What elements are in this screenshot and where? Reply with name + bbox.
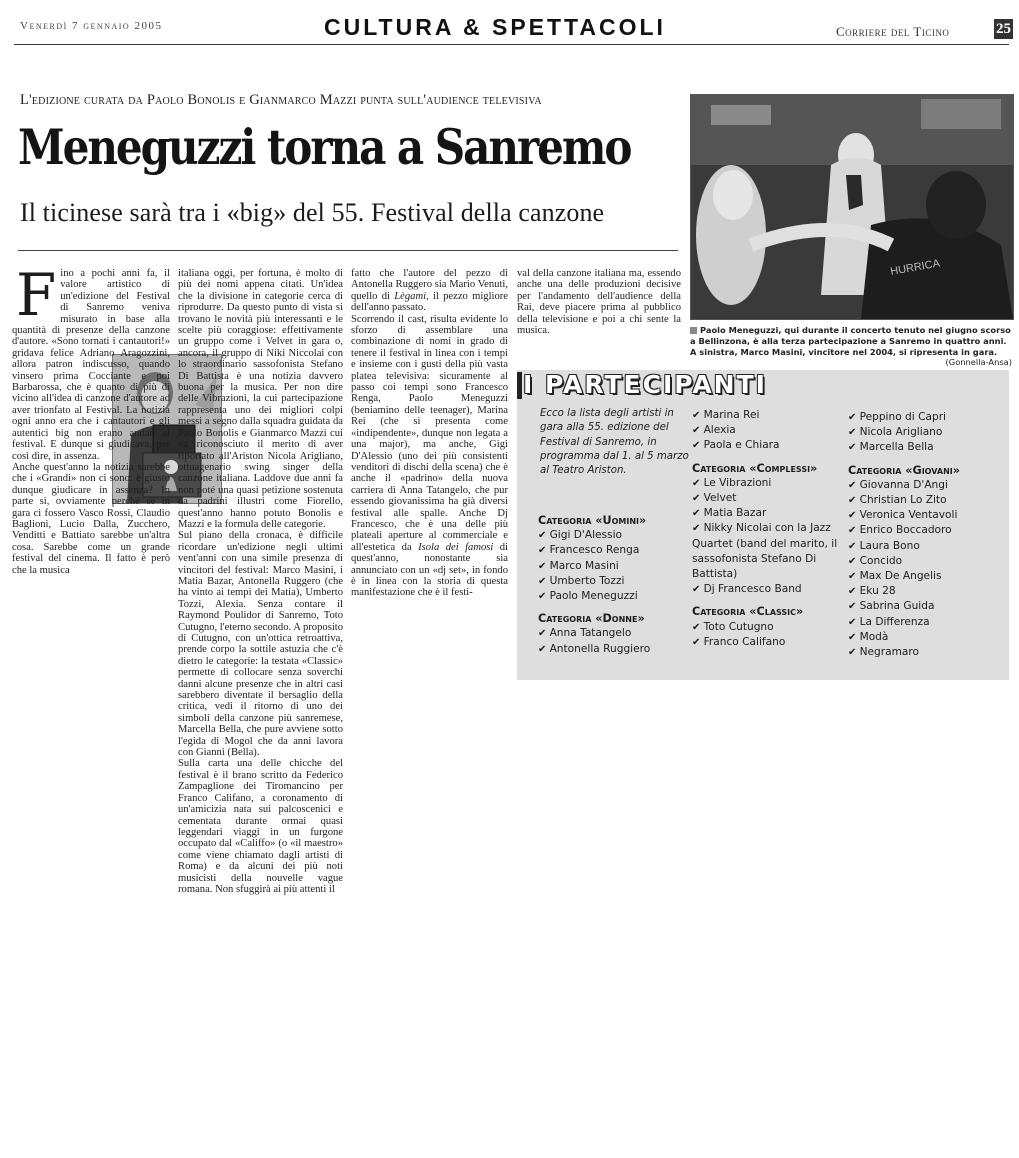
category-title: Categoria «Donne»	[538, 612, 645, 626]
caption-text: Paolo Meneguzzi, qui durante il concerto tenuto nel giugno scorso a Bellinzona, è alla terza partecipazione a Sanremo in quattro anni. A sinistra, Marco Masini, vincitore nel 2004, si ripresenta in gara.	[690, 325, 1011, 357]
masthead-date: Venerdì 7 gennaio 2005	[20, 20, 163, 32]
category-title: Categoria «Giovani»	[848, 463, 961, 477]
headline-divider	[18, 250, 678, 251]
category-uomini	[538, 513, 698, 604]
artist-item: ✔ Modà	[848, 630, 1008, 645]
artist-item: ✔ Nicola Arigliano	[848, 425, 1008, 440]
artist-item: ✔ La Differenza	[848, 615, 1008, 630]
article-column-1	[12, 261, 170, 576]
artist-item: ✔ Franco Califano	[692, 635, 844, 650]
photo-caption	[690, 325, 1012, 368]
category-title: Categoria «Complessi»	[692, 461, 818, 475]
artist-item: ✔ Christian Lo Zito	[848, 493, 1008, 508]
article-paragraph: Anche quest'anno la notizia sarebbe che i «Grandi» non ci sono: è giusto dunque giudicare in assenza? In parte sì, ovviamente perché se in gara ci fossero Vasco Rossi, Claudio Baglioni, Lucio Dalla, Zucchero, Venditti e Battiato sarebbe un'altra cosa. Sarebbe come un grande festival del cinema. Il fatto è però che la musica	[12, 461, 170, 576]
article-column-3	[351, 268, 508, 599]
headline: Meneguzzi torna a Sanremo	[18, 118, 631, 176]
section-title: CULTURA & SPETTACOLI	[324, 14, 666, 40]
article-column-4	[517, 268, 681, 336]
artist-item: ✔ Laura Bono	[848, 539, 1008, 554]
category-donne-continued	[692, 408, 844, 454]
concert-photo-art	[691, 95, 1013, 319]
shirt-print-text: HURRICA	[889, 257, 941, 278]
artist-item: ✔ Concido	[848, 554, 1008, 569]
category-donne	[538, 611, 698, 657]
artist-item: ✔ Francesco Renga	[538, 543, 698, 558]
article-paragraph: Sul piano della cronaca, è difficile ricordare un'edizione negli ultimi vent'anni con una simile presenza di vincitori del festival: Marco Masini, i Matia Bazar, Antonella Ruggero (che ha vinto ai tempi dei Matia), Umberto Tozzi, Alexia. Senza contare il Raymond Poulidor di Sanremo, Toto Cutugno, l'eterno secondo. A proposito di Cutugno, con un'ottica retroattiva, prende corpo la sottile astuzia che c'è dietro le categorie: la testata «Classic» permette di collocare senza soverchi danni alcune presenze che in altri casi sarebbero diventate il bersaglio della critica, vedi il ritorno di uno dei simboli della canzone più sanremese, Marcella Bella, che pure avviene sotto l'egida di Mogol che da anni lavora con Gianni (Bella).	[178, 530, 343, 759]
article-paragraph: Sulla carta una delle chicche del festival è il brano scritto da Federico Zampaglione dei Tiromancino per Franco Califano, a coronamento di un'amicizia nata sui palcoscenici e cementata durante ormai quasi leggendari viaggi in un furgone occupato dal «Califfo» (o «il maestro» come viene chiamato dagli artisti di Roma) e da alcuni dei più noti musicisti della nouvelle vague romana. Non sfuggirà ai più attenti il	[178, 758, 343, 895]
artist-item: ✔ Matia Bazar	[692, 506, 844, 521]
article-text: di quest'anno, nonostante sia annunciato con un «dj set», in fondo è in linea con la storia di questa manifestazione che è il festi-	[351, 541, 509, 599]
artist-item: ✔ Marco Masini	[538, 559, 698, 574]
artist-item: ✔ Peppino di Capri	[848, 410, 1008, 425]
artist-item: ✔ Marina Rei	[692, 408, 844, 423]
square-bullet-icon	[690, 327, 697, 334]
artist-item: ✔ Toto Cutugno	[692, 620, 844, 635]
show-title: Isola dei famosi	[418, 541, 494, 553]
concert-photo	[690, 94, 1014, 320]
newspaper-name: Corriere del Ticino	[836, 24, 950, 39]
article-text: fatto che l'autore del pezzo di Antonella Ruggero sia Mario Venuti, quello di	[351, 268, 508, 302]
artist-item: ✔ Gigi D'Alessio	[538, 528, 698, 543]
artist-item: ✔ Umberto Tozzi	[538, 574, 698, 589]
artist-item: ✔ Eku 28	[848, 584, 1008, 599]
category-classic	[692, 604, 844, 650]
article-text: , il pezzo migliore dell'anno passato.	[351, 290, 508, 314]
artist-item: ✔ Veronica Ventavoli	[848, 508, 1008, 523]
category-complessi	[692, 461, 844, 598]
page-number-badge: 25	[996, 21, 1011, 37]
artist-item: ✔ Alexia	[692, 423, 844, 438]
artist-item: ✔ Paolo Meneguzzi	[538, 589, 698, 604]
participants-column-3	[848, 410, 1008, 667]
category-giovani	[848, 463, 1008, 661]
masthead	[14, 14, 1009, 45]
artist-item: ✔ Antonella Ruggiero	[538, 642, 698, 657]
artist-item: ✔ Le Vibrazioni	[692, 476, 844, 491]
category-title: Categoria «Classic»	[692, 605, 804, 619]
participants-column-2	[692, 408, 844, 657]
artist-item: ✔ Velvet	[692, 491, 844, 506]
category-donne-continued	[848, 410, 1008, 456]
participants-column-1	[538, 513, 698, 664]
participants-intro: Ecco la lista degli artisti in gara alla 55. edizione del Festival di Sanremo, in programma dal 1. al 5 marzo al Teatro Ariston.	[540, 408, 689, 477]
dropcap: F	[16, 261, 57, 329]
participants-title: I PARTECIPANTI	[523, 370, 767, 399]
article-paragraph: ino a pochi anni fa, il valore artistico di un'edizione del Festival di Sanremo veniva misurato in base alla quantità di presenze della canzone d'autore. «Sono tornati i cantautori!» gridava felice Adriano Aragozzini, allora patron indiscusso, quando vinsero prima Cocciante e poi Barbarossa, che è quanto di più di vicino all'idea di canzone d'autore ad aver trionfato al Festival. La notizia ogni anno era che i cantautori e gli autentici big non erano andati al festival. E dunque si giudicava, per così dire, in assenza.	[12, 268, 170, 462]
artist-item: ✔ Negramaro	[848, 645, 1008, 660]
article-column-2	[178, 268, 343, 895]
artist-item: ✔ Marcella Bella	[848, 440, 1008, 455]
category-title: Categoria «Uomini»	[538, 514, 647, 527]
photo-credit: (Gonnella-Ansa)	[945, 357, 1012, 368]
song-title: Lègami	[394, 290, 427, 302]
artist-item: ✔ Max De Angelis	[848, 569, 1008, 584]
article-paragraph: italiana oggi, per fortuna, è molto di più dei nomi appena citati. Un'idea che la divisione in categorie cerca di riprodurre. Da questo punto di vista si trovano le novità più interessanti e le scelte più coraggiose: effettivamente un gruppo come i Velvet in gara o, ancora, il gruppo di Niki Niccolai con lo straordinario sassofonista Stefano Di Battista è una notizia davvero buona per la musica. Per non dire delle Vibrazioni, la cui partecipazione rappresenta uno dei migliori colpi messi a segno dalla squadra guidata da Paolo Bonolis e Gianmarco Mazzi cui va riconosciuto il merito di aver riportato all'Ariston Nicola Arigliano, ottuagenario swing singer della canzone italiana. Laddove due anni fa non poté una quasi petizione sostenuta da padrini illustri come Fiorello, quest'anno hanno potuto Bonolis e Mazzi e la formula delle categorie.	[178, 268, 343, 530]
artist-item: ✔ Paola e Chiara	[692, 438, 844, 453]
article-paragraph: val della canzone italiana ma, essendo anche una delle produzioni decisive per l'andamento dell'audience della Rai, deve piacere prima al pubblico della televisione e poi a chi sente la musica.	[517, 268, 681, 337]
artist-item: ✔ Sabrina Guida	[848, 599, 1008, 614]
artist-item: ✔ Giovanna D'Angi	[848, 478, 1008, 493]
artist-item: ✔ Dj Francesco Band	[692, 582, 844, 597]
artist-item: ✔ Anna Tatangelo	[538, 626, 698, 641]
subheadline: Il ticinese sarà tra i «big» del 55. Festival della canzone	[20, 198, 605, 227]
participants-title-bar	[523, 370, 1009, 402]
article-text: Scorrendo il cast, risulta evidente lo sforzo di assemblare una combinazione di nomi in grado di tenere il festival in linea con i tempi e insieme con i gusti della più vasta platea televisiva: sicuramente al passo coi tempi sono Francesco Renga, Paolo Meneguzzi (beniamino delle teenager), Marina Rei (che si presenta come «indipendente», dunque non legata a una major), ma anche, Gigi D'Alessio (uno dei più consistenti venditori di dischi della scena) che è anche il «padrino» della nuova carriera di Anna Tatangelo, che pur essendo giovanissima ha già diversi festival alle spalle. Anche Dj Francesco, che è una delle più plateali aperture al commerciale e all'estetica da	[351, 313, 508, 553]
artist-item: ✔ Enrico Boccadoro	[848, 523, 1008, 538]
kicker: L'edizione curata da Paolo Bonolis e Gianmarco Mazzi punta sull'audience televisiva	[20, 92, 542, 108]
artist-item: ✔ Nikky Nicolai con la Jazz Quartet (band del marito, il sassofonista Stefano Di Battista)	[692, 521, 844, 582]
